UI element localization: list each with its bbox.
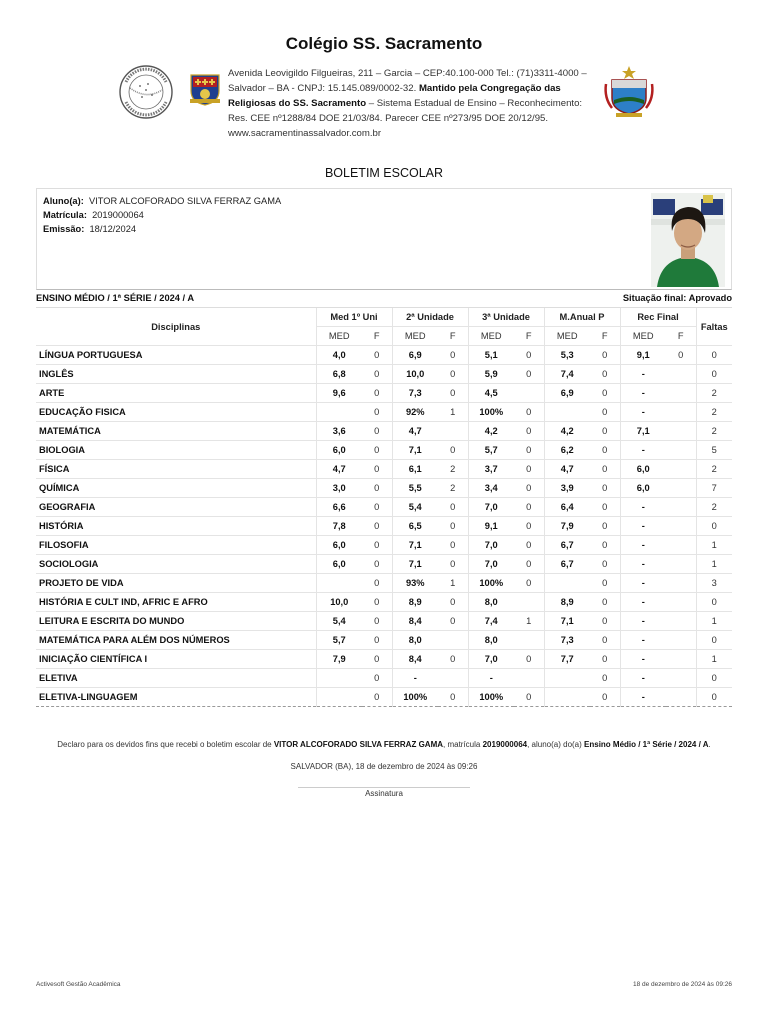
table-row <box>36 631 732 650</box>
grade-cell: 7,9 <box>316 650 362 669</box>
absences-total: 2 <box>696 460 732 479</box>
absence-cell: 0 <box>362 498 392 517</box>
absence-cell <box>666 555 696 574</box>
absence-cell: 0 <box>362 536 392 555</box>
absence-cell <box>666 517 696 536</box>
absences-total: 0 <box>696 688 732 707</box>
grade-cell: 7,8 <box>316 517 362 536</box>
absence-cell <box>666 460 696 479</box>
subject-name: GEOGRAFIA <box>36 498 316 517</box>
grade-cell <box>316 669 362 688</box>
absence-cell: 0 <box>362 631 392 650</box>
grade-cell: 7,3 <box>544 631 590 650</box>
header-med: MED <box>544 327 590 346</box>
absence-cell <box>666 422 696 441</box>
absence-cell: 0 <box>514 441 544 460</box>
grade-cell: 6,0 <box>316 441 362 460</box>
header-med: MED <box>468 327 514 346</box>
subject-name: MATEMÁTICA <box>36 422 316 441</box>
grade-cell: - <box>620 593 666 612</box>
grade-cell: 7,1 <box>392 441 438 460</box>
subject-name: LEITURA E ESCRITA DO MUNDO <box>36 612 316 631</box>
absence-cell: 0 <box>362 403 392 422</box>
absences-total: 1 <box>696 555 732 574</box>
absences-total: 0 <box>696 669 732 688</box>
subject-name: MATEMÁTICA PARA ALÉM DOS NÚMEROS <box>36 631 316 650</box>
absence-cell: 0 <box>666 346 696 365</box>
absence-cell <box>666 650 696 669</box>
issue-date: 18/12/2024 <box>89 224 137 234</box>
grade-cell <box>544 688 590 707</box>
absences-total: 2 <box>696 384 732 403</box>
grade-cell: 9,1 <box>620 346 666 365</box>
grade-cell: 4,7 <box>316 460 362 479</box>
absence-cell: 1 <box>514 612 544 631</box>
grade-cell <box>316 688 362 707</box>
grade-cell: - <box>620 650 666 669</box>
absences-total: 2 <box>696 498 732 517</box>
city-coat-of-arms-icon <box>602 64 656 118</box>
absence-cell <box>514 631 544 650</box>
absence-cell <box>438 669 468 688</box>
subject-name: BIOLOGIA <box>36 441 316 460</box>
header-f: F <box>438 327 468 346</box>
grade-cell: 8,4 <box>392 650 438 669</box>
grade-cell <box>544 403 590 422</box>
absence-cell: 0 <box>590 593 620 612</box>
grade-cell <box>544 669 590 688</box>
subject-name: LÍNGUA PORTUGUESA <box>36 346 316 365</box>
absence-cell: 0 <box>590 403 620 422</box>
grade-cell: 6,0 <box>620 479 666 498</box>
absence-cell <box>666 631 696 650</box>
absences-total: 1 <box>696 650 732 669</box>
grade-cell: 10,0 <box>392 365 438 384</box>
absence-cell: 0 <box>514 479 544 498</box>
grade-cell: 8,4 <box>392 612 438 631</box>
absence-cell: 0 <box>590 460 620 479</box>
grade-cell: 5,4 <box>392 498 438 517</box>
grade-cell: 7,3 <box>392 384 438 403</box>
absence-cell: 0 <box>438 688 468 707</box>
absence-cell: 0 <box>438 365 468 384</box>
absence-cell: 0 <box>362 517 392 536</box>
table-row <box>36 555 732 574</box>
student-name: VITOR ALCOFORADO SILVA FERRAZ GAMA <box>88 196 282 206</box>
table-row <box>36 650 732 669</box>
grades-table <box>36 307 732 707</box>
issue-row <box>43 224 136 234</box>
enrollment-label: Matrícula: <box>43 210 87 220</box>
absence-cell: 0 <box>590 479 620 498</box>
header-med: MED <box>316 327 362 346</box>
grade-cell: 6,8 <box>316 365 362 384</box>
school-crest-icon <box>188 72 222 106</box>
absence-cell: 0 <box>590 612 620 631</box>
grade-cell: 6,2 <box>544 441 590 460</box>
table-row <box>36 688 732 707</box>
absence-cell <box>666 574 696 593</box>
grade-cell: 7,4 <box>544 365 590 384</box>
grade-cell: 8,0 <box>468 631 514 650</box>
absences-total: 1 <box>696 612 732 631</box>
subject-name: FILOSOFIA <box>36 536 316 555</box>
grade-cell: 8,9 <box>392 593 438 612</box>
grade-cell: 7,0 <box>468 555 514 574</box>
header-group: 2ª Unidade <box>392 308 468 327</box>
grade-cell: - <box>620 612 666 631</box>
subject-name: SOCIOLOGIA <box>36 555 316 574</box>
absence-cell: 0 <box>590 517 620 536</box>
grade-cell: 6,0 <box>620 460 666 479</box>
absences-total: 2 <box>696 403 732 422</box>
grade-cell: 6,9 <box>544 384 590 403</box>
grade-cell: 4,2 <box>544 422 590 441</box>
grade-cell: - <box>620 669 666 688</box>
absence-cell: 0 <box>362 593 392 612</box>
student-photo <box>651 193 725 287</box>
header-group: Med 1º Uni <box>316 308 392 327</box>
subject-name: HISTÓRIA E CULT IND, AFRIC E AFRO <box>36 593 316 612</box>
student-info-panel <box>36 188 732 290</box>
absence-cell: 0 <box>438 612 468 631</box>
absence-cell <box>666 536 696 555</box>
absence-cell: 0 <box>590 441 620 460</box>
grade-cell: - <box>620 555 666 574</box>
grade-cell: 7,4 <box>468 612 514 631</box>
grades-body <box>36 346 732 707</box>
grade-cell: - <box>620 688 666 707</box>
grade-cell: 6,4 <box>544 498 590 517</box>
grade-cell: - <box>620 384 666 403</box>
table-row <box>36 479 732 498</box>
header-group: M.Anual P <box>544 308 620 327</box>
absence-cell <box>438 631 468 650</box>
table-row <box>36 403 732 422</box>
federative-seal-icon <box>118 64 174 120</box>
absence-cell: 0 <box>590 574 620 593</box>
grade-cell: 6,5 <box>392 517 438 536</box>
table-row <box>36 384 732 403</box>
absence-cell: 0 <box>590 536 620 555</box>
table-row <box>36 460 732 479</box>
class-line: ENSINO MÉDIO / 1ª SÉRIE / 2024 / A <box>36 293 195 303</box>
grade-cell: 4,7 <box>544 460 590 479</box>
grade-cell: 3,4 <box>468 479 514 498</box>
absence-cell: 0 <box>438 555 468 574</box>
grade-cell: 3,0 <box>316 479 362 498</box>
absence-cell <box>514 669 544 688</box>
header-group: Rec Final <box>620 308 696 327</box>
absence-cell <box>666 384 696 403</box>
footer-timestamp: 18 de dezembro de 2024 às 09:26 <box>632 981 732 988</box>
grade-cell: 9,1 <box>468 517 514 536</box>
declaration-text: Declaro para os devidos fins que recebi o boletim escolar de VITOR ALCOFORADO SILVA FERRAZ GAMA, matrícula 2019000064, aluno(a) do(a) Ensino Médio / 1ª Série / 2024 / A. <box>57 740 711 749</box>
absence-cell: 0 <box>590 498 620 517</box>
absences-total: 0 <box>696 593 732 612</box>
absence-cell: 1 <box>438 574 468 593</box>
grade-cell: 93% <box>392 574 438 593</box>
absence-cell: 0 <box>362 365 392 384</box>
grade-cell: 7,0 <box>468 498 514 517</box>
subject-name: ELETIVA <box>36 669 316 688</box>
grade-cell <box>544 574 590 593</box>
grade-cell: 8,0 <box>392 631 438 650</box>
absences-total: 7 <box>696 479 732 498</box>
grade-cell: 3,6 <box>316 422 362 441</box>
absences-total: 0 <box>696 631 732 650</box>
header-subjects: Disciplinas <box>36 308 316 346</box>
subject-name: INGLÊS <box>36 365 316 384</box>
grade-cell: 5,3 <box>544 346 590 365</box>
absence-cell: 0 <box>362 612 392 631</box>
table-row <box>36 612 732 631</box>
table-row <box>36 574 732 593</box>
grade-cell: 3,9 <box>544 479 590 498</box>
absence-cell: 0 <box>590 669 620 688</box>
absence-cell: 0 <box>362 669 392 688</box>
grade-cell: 9,6 <box>316 384 362 403</box>
school-address: Avenida Leovigildo Filgueiras, 211 – Garcia – CEP:40.100-000 Tel.: (71)3311-4000 – Salvador – BA - CNPJ: 15.145.089/0002-32. Mantido pela Congregação das Religiosas do SS. Sacramento – Sistema Estadual de Ensino – Reconhecimento: Res. CEE nº1288/84 DOE 21/03/84. Parecer CEE nº273/95 DOE 20/12/95. www.sacramentinassalvador.com.br <box>228 68 587 139</box>
table-row <box>36 593 732 612</box>
absence-cell: 0 <box>514 517 544 536</box>
grade-cell: 8,0 <box>468 593 514 612</box>
grade-cell: 5,7 <box>468 441 514 460</box>
issue-label: Emissão: <box>43 224 85 234</box>
grade-cell: 7,1 <box>392 536 438 555</box>
school-name: Colégio SS. Sacramento <box>285 34 483 53</box>
signature-label: Assinatura <box>365 789 403 798</box>
grade-cell: 7,9 <box>544 517 590 536</box>
signature-line <box>298 787 470 788</box>
absence-cell: 0 <box>590 631 620 650</box>
grade-cell: 6,0 <box>316 555 362 574</box>
grade-cell: 4,5 <box>468 384 514 403</box>
student-row <box>43 196 281 206</box>
absence-cell: 0 <box>362 555 392 574</box>
grade-cell: - <box>620 365 666 384</box>
table-row <box>36 441 732 460</box>
absence-cell: 0 <box>590 650 620 669</box>
absences-total: 1 <box>696 536 732 555</box>
absence-cell: 0 <box>438 384 468 403</box>
absence-cell: 0 <box>590 346 620 365</box>
grade-cell: 100% <box>468 574 514 593</box>
subject-name: INICIAÇÃO CIENTÍFICA I <box>36 650 316 669</box>
table-row <box>36 669 732 688</box>
absence-cell: 2 <box>438 479 468 498</box>
absence-cell: 0 <box>362 688 392 707</box>
grade-cell: 5,5 <box>392 479 438 498</box>
grade-cell: - <box>620 536 666 555</box>
absence-cell: 0 <box>438 593 468 612</box>
grade-cell: 7,1 <box>544 612 590 631</box>
absence-cell: 0 <box>362 441 392 460</box>
absence-cell: 0 <box>514 555 544 574</box>
header-f: F <box>362 327 392 346</box>
absence-cell: 0 <box>362 650 392 669</box>
grade-cell: - <box>620 441 666 460</box>
grade-cell: 6,7 <box>544 555 590 574</box>
grade-cell: 6,6 <box>316 498 362 517</box>
absences-total: 3 <box>696 574 732 593</box>
grade-cell: 6,7 <box>544 536 590 555</box>
subject-name: HISTÓRIA <box>36 517 316 536</box>
absence-cell: 0 <box>514 460 544 479</box>
grade-cell: 5,1 <box>468 346 514 365</box>
absence-cell: 0 <box>438 536 468 555</box>
absence-cell: 0 <box>514 422 544 441</box>
absence-cell: 0 <box>362 460 392 479</box>
absence-cell: 0 <box>438 650 468 669</box>
absences-total: 5 <box>696 441 732 460</box>
grade-cell: - <box>620 574 666 593</box>
grade-cell: 92% <box>392 403 438 422</box>
grade-cell: 7,1 <box>392 555 438 574</box>
grade-cell <box>316 403 362 422</box>
subject-name: ARTE <box>36 384 316 403</box>
absence-cell: 0 <box>514 403 544 422</box>
absence-cell: 0 <box>362 479 392 498</box>
table-row <box>36 536 732 555</box>
absence-cell <box>666 612 696 631</box>
absence-cell: 0 <box>514 650 544 669</box>
grade-cell: 8,9 <box>544 593 590 612</box>
table-row <box>36 346 732 365</box>
enrollment-value: 2019000064 <box>92 210 144 220</box>
grade-cell: 100% <box>392 688 438 707</box>
grade-cell: 7,7 <box>544 650 590 669</box>
absence-cell: 0 <box>438 517 468 536</box>
grade-cell: 4,0 <box>316 346 362 365</box>
enrollment-row <box>43 210 144 220</box>
header-med: MED <box>620 327 666 346</box>
table-row <box>36 498 732 517</box>
header-f: F <box>514 327 544 346</box>
header-absences: Faltas <box>696 308 732 346</box>
absence-cell: 0 <box>438 498 468 517</box>
absence-cell <box>666 479 696 498</box>
grade-cell: 6,0 <box>316 536 362 555</box>
subject-name: ELETIVA-LINGUAGEM <box>36 688 316 707</box>
subject-name: QUÍMICA <box>36 479 316 498</box>
absence-cell: 0 <box>514 498 544 517</box>
grade-cell: - <box>620 517 666 536</box>
absences-total: 0 <box>696 365 732 384</box>
header-group: 3ª Unidade <box>468 308 544 327</box>
grade-cell: 5,7 <box>316 631 362 650</box>
grade-cell: 7,0 <box>468 650 514 669</box>
grade-cell: 3,7 <box>468 460 514 479</box>
table-row <box>36 365 732 384</box>
grade-cell: 100% <box>468 688 514 707</box>
grade-cell: 7,0 <box>468 536 514 555</box>
absence-cell <box>666 441 696 460</box>
student-label: Aluno(a): <box>43 196 84 206</box>
absence-cell: 0 <box>362 422 392 441</box>
absence-cell <box>666 403 696 422</box>
absence-cell: 0 <box>514 346 544 365</box>
absence-cell: 0 <box>362 574 392 593</box>
absence-cell: 0 <box>514 536 544 555</box>
final-situation: Situação final: Aprovado <box>622 293 732 303</box>
absence-cell <box>666 593 696 612</box>
absence-cell <box>438 422 468 441</box>
absence-cell: 0 <box>514 365 544 384</box>
grade-cell: 10,0 <box>316 593 362 612</box>
absence-cell: 0 <box>590 365 620 384</box>
absence-cell: 0 <box>590 384 620 403</box>
absence-cell <box>514 384 544 403</box>
grade-cell: 6,1 <box>392 460 438 479</box>
subject-name: FÍSICA <box>36 460 316 479</box>
table-row <box>36 517 732 536</box>
grade-cell: 6,9 <box>392 346 438 365</box>
grade-cell: 5,4 <box>316 612 362 631</box>
table-row <box>36 422 732 441</box>
absence-cell: 0 <box>514 688 544 707</box>
grade-cell: - <box>620 403 666 422</box>
grade-cell: - <box>468 669 514 688</box>
absences-total: 2 <box>696 422 732 441</box>
header-f: F <box>666 327 696 346</box>
report-title: BOLETIM ESCOLAR <box>324 166 444 180</box>
place-date: SALVADOR (BA), 18 de dezembro de 2024 às 09:26 <box>290 762 478 771</box>
absence-cell: 0 <box>438 346 468 365</box>
absence-cell <box>666 688 696 707</box>
absence-cell: 2 <box>438 460 468 479</box>
absence-cell: 0 <box>362 346 392 365</box>
absence-cell: 0 <box>514 574 544 593</box>
absence-cell: 0 <box>438 441 468 460</box>
absence-cell <box>666 498 696 517</box>
absence-cell: 0 <box>590 422 620 441</box>
grade-cell: 4,7 <box>392 422 438 441</box>
absences-total: 0 <box>696 346 732 365</box>
absence-cell: 1 <box>438 403 468 422</box>
footer-software: Activesoft Gestão Acadêmica <box>36 981 121 988</box>
absence-cell <box>666 669 696 688</box>
subject-name: EDUCAÇÃO FISICA <box>36 403 316 422</box>
grade-cell: - <box>620 498 666 517</box>
absence-cell: 0 <box>590 688 620 707</box>
absences-total: 0 <box>696 517 732 536</box>
absence-cell: 0 <box>590 555 620 574</box>
absence-cell <box>666 365 696 384</box>
header-f: F <box>590 327 620 346</box>
grade-cell: 100% <box>468 403 514 422</box>
subject-name: PROJETO DE VIDA <box>36 574 316 593</box>
grade-cell: 7,1 <box>620 422 666 441</box>
grade-cell: 5,9 <box>468 365 514 384</box>
absence-cell <box>514 593 544 612</box>
table-header-row <box>36 308 732 327</box>
grade-cell: 4,2 <box>468 422 514 441</box>
header-med: MED <box>392 327 438 346</box>
grade-cell: - <box>620 631 666 650</box>
grade-cell <box>316 574 362 593</box>
grade-cell: - <box>392 669 438 688</box>
absence-cell: 0 <box>362 384 392 403</box>
